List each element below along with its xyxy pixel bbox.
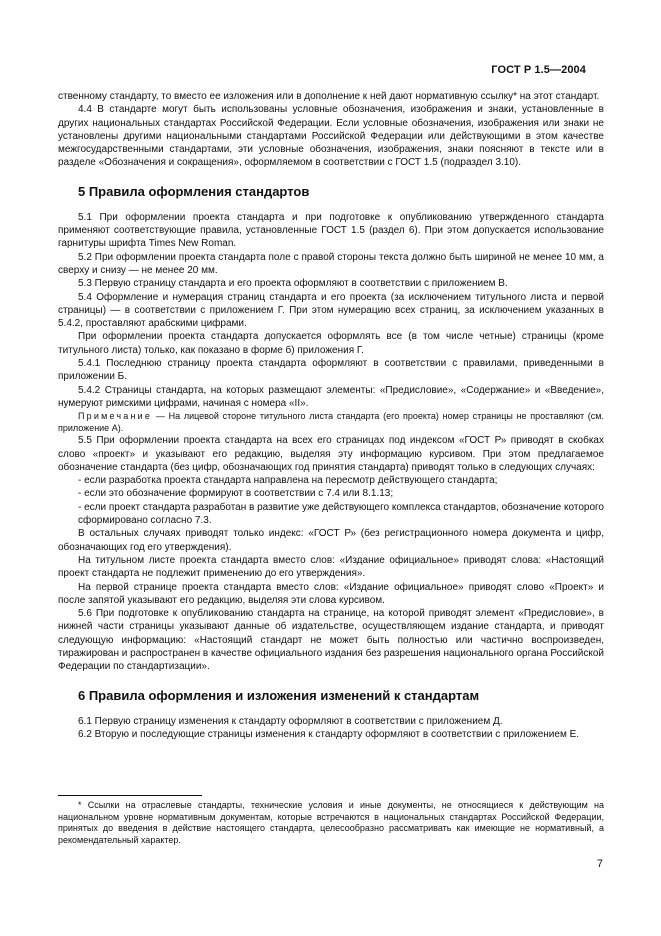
document-header: ГОСТ Р 1.5—2004 — [491, 64, 586, 76]
paragraph-5-4-continuation: При оформлении проекта стандарта допускается оформлять все (в том числе четные) страницы (кроме титульного листа) только, как показано в форме б) приложения Г. — [58, 331, 604, 356]
paragraph-5-6: 5.6 При подготовке к опубликованию стандарта на странице, на которой приводят элемент «Предисловие», в нижней части страницы указывают данные об издательстве, осуществляющем издание стандарта, и приводят следующую информацию: «Настоящий стандарт не может быть полностью или частично воспроизведен, тиражирован и распространен в качестве официального издания без разрешения национального органа Российской Федерации по стандартизации». — [58, 608, 605, 673]
paragraph-4-4: 4.4 В стандарте могут быть использованы условные обозначения, изображения и знаки, установленные в других национальных стандартах Российской Федерации. Если условные обозначения, изображения или знаки не установлены другими национальными стандартами Российской Федерации или действующими в этом качестве межгосударственными стандартами, эти условные обозначения, изображения, знаки поясняют в тексте или в разделе «Обозначения и сокращения», оформляемом в соответствии с ГОСТ 1.5 (подраздел 3.10). — [58, 104, 604, 169]
paragraph-5-3: 5.3 Первую страницу стандарта и его проекта оформляют в соответствии с приложением В. — [78, 278, 508, 290]
footnote: * Ссылки на отраслевые стандарты, технические условия и иные документы, не относящиеся к действующим на национальном уровне нормативным документам, которые встречаются в национальных стандартах Российской Федерации, принятых до введения в действие настоящего стандарта, целесообразно рассматривать как имеющие не нормативный, а рекомендательный характер. — [58, 800, 604, 845]
note — [58, 410, 604, 434]
paragraph-5-4-2: 5.4.2 Страницы стандарта, на которых размещают элементы: «Предисловие», «Содержание» и «Введение», нумеруют римскими цифрами, начиная с номера «II». — [58, 384, 604, 409]
list-item: - если разработка проекта стандарта направлена на пересмотр действующего стандарта; — [78, 475, 498, 487]
paragraph-5-1: 5.1 При оформлении проекта стандарта и при подготовке к опубликованию утвержденного стандарта применяют соответствующие правила, установленные ГОСТ 1.5 (раздел 6). При этом допускается использование гарнитуры шрифта Times New Roman. — [58, 211, 604, 250]
paragraph-6-1: 6.1 Первую страницу изменения к стандарту оформляют в соответствии с приложением Д. — [78, 715, 503, 727]
page-number: 7 — [596, 858, 603, 870]
paragraph-5-5-continuation: В остальных случаях приводят только индекс: «ГОСТ Р» (без регистрационного номера документа и цифр, обозначающих год его утверждения). — [58, 528, 604, 553]
list-item: - если проект стандарта разработан в развитие уже действующего комплекса стандартов, обозначение которого сформировано согласно 7.3. — [78, 501, 604, 527]
paragraph: ственному стандарту, то вместо ее изложения или в дополнение к ней дают нормативную ссылку* на этот стандарт. — [58, 91, 600, 102]
paragraph-5-5-continuation: На титульном листе проекта стандарта вместо слов: «Издание официальное» приводят слова: «Настоящий проект стандарта не подлежит применению до его утверждения». — [58, 554, 604, 580]
paragraph-6-2: 6.2 Вторую и последующие страницы изменения к стандарту оформляют в соответствии с приложением Е. — [78, 728, 580, 740]
paragraph-5-2: 5.2 При оформлении проекта стандарта поле с правой стороны текста должно быть шириной не менее 10 мм, а сверху и снизу — не менее 20 мм. — [58, 251, 604, 276]
paragraph-5-4-1: 5.4.1 Последнюю страницу проекта стандарта оформляют в соответствии с правилами, приведенными в приложении Б. — [58, 358, 604, 383]
footnote-divider — [58, 795, 202, 796]
section-6-heading: 6 Правила оформления и изложения изменений к стандартам — [78, 687, 480, 703]
note-text: — На лицевой стороне титульного листа стандарта (его проекта) номер страницы не проставляют (см. приложение А). — [58, 411, 604, 434]
list-item: - если это обозначение формируют в соответствии с 7.4 или 8.1.13; — [78, 488, 394, 500]
paragraph-5-5-continuation: На первой странице проекта стандарта вместо слов: «Издание официальное» приводят слово «Проект» и после запятой указывают его редакцию, выделяя эти слова курсивом. — [58, 581, 604, 606]
note-label: Примечание — [78, 411, 153, 422]
paragraph-5-5: 5.5 При оформлении проекта стандарта на всех его страницах под индексом «ГОСТ Р» приводят в скобках слово «проект» и указывают его редакцию, выделяя эту информацию курсивом. При этом предлагаемое обозначение стандарта (без цифр, обозначающих год принятия стандарта) приводят только в следующих случаях: — [58, 435, 604, 473]
main-content — [58, 90, 604, 741]
section-5-heading: 5 Правила оформления стандартов — [78, 183, 310, 199]
paragraph-5-4: 5.4 Оформление и нумерация страниц стандарта и его проекта (за исключением титульного листа и первой страницы) — в соответствии с приложением Г. При этом нумерацию всех страниц, за исключением указанных в 5.4.2, проставляют арабскими цифрами. — [58, 291, 604, 330]
